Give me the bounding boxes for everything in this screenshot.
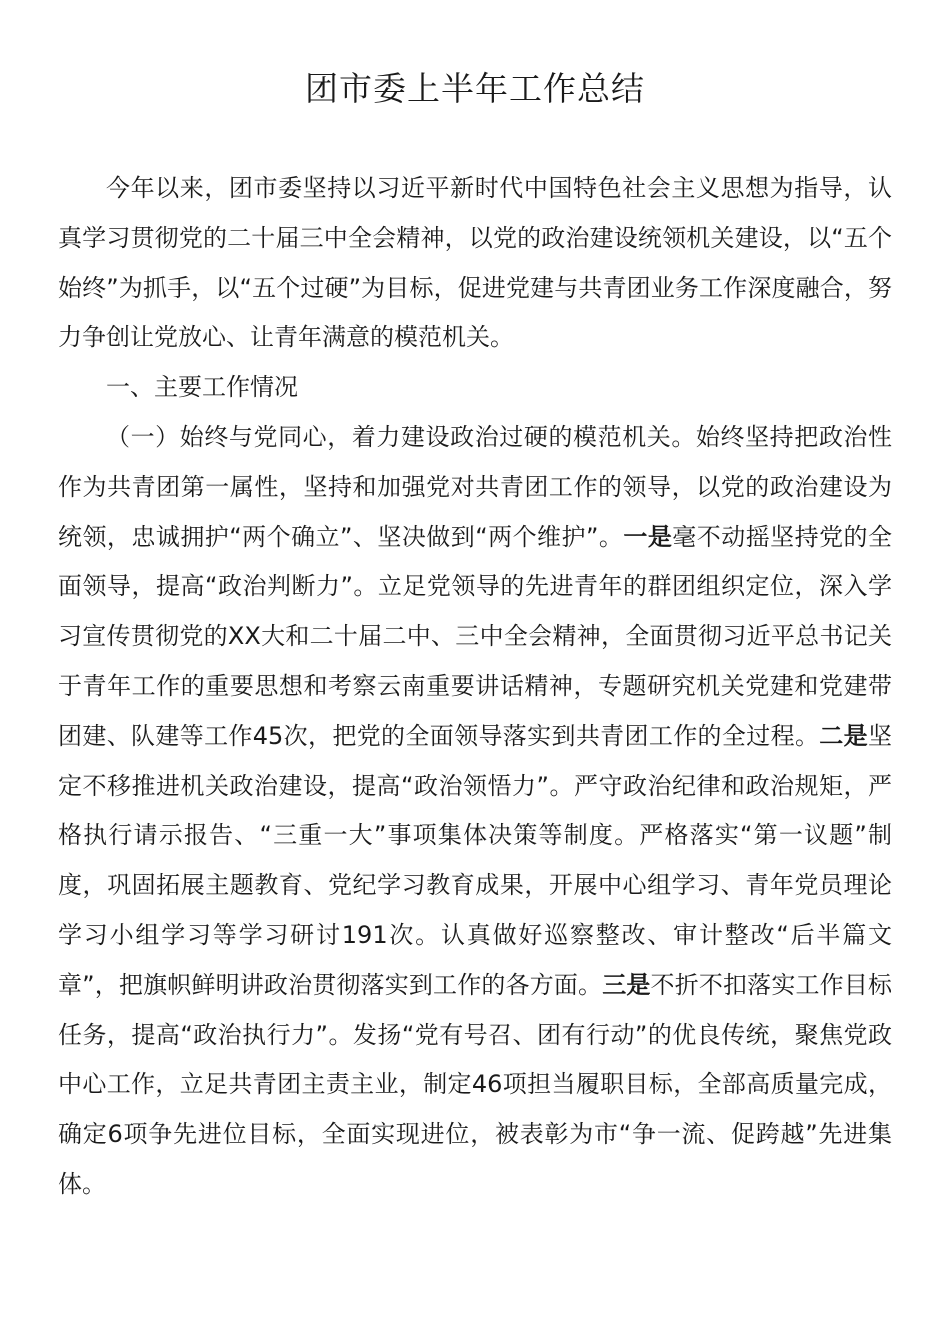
intro-paragraph: 今年以来，团市委坚持以习近平新时代中国特色社会主义思想为指导，认真学习贯彻党的二十届三中全会精神，以党的政治建设统领机关建设，以“五个始终”为抓手，以“五个过硬”为目标，促进党建与共青团业务工作深度融合，努力争创让党放心、让青年满意的模范机关。 xyxy=(58,174,892,352)
point-second-text: 坚定不移推进机关政治建设，提高“政治领悟力”。严守政治纪律和政治规矩，严格执行请示报告、“三重一大”事项集体决策等制度。严格落实“第一议题”制度，巩固拓展主题教育、党纪学习教育成果，开展中心组学习、青年党员理论学习小组学习等学习研讨191次。认真做好巡察整改、审计整改“后半篇文章”，把旗帜鲜明讲政治贯彻落实到工作的各方面。 xyxy=(58,721,892,999)
document-page xyxy=(58,66,892,1210)
keyword-first: 一是 xyxy=(623,522,673,551)
document-title: 团市委上半年工作总结 xyxy=(305,69,645,108)
keyword-third: 三是 xyxy=(602,970,651,999)
section-heading: 一、主要工作情况 xyxy=(106,373,298,402)
point-third-text: 不折不扣落实工作目标任务，提高“政治执行力”。发扬“党有号召、团有行动”的优良传统，聚焦党政中心工作，立足共青团主责主业，制定46项担当履职目标，全部高质量完成，确定6项争先进位目标，全面实现进位，被表彰为市“争一流、促跨越”先进集体。 xyxy=(58,970,893,1198)
keyword-second: 二是 xyxy=(819,721,868,750)
point-first-text: 毫不动摇坚持党的全面领导，提高“政治判断力”。立足党领导的先进青年的群团组织定位，深入学习宣传贯彻党的XX大和二十届二中、三中全会精神，全面贯彻习近平总书记关于青年工作的重要思想和考察云南重要讲话精神，专题研究机关党建和党建带团建、队建等工作45次，把党的全面领导落实到共青团工作的全过程。 xyxy=(58,522,893,750)
subsection-lead: （一）始终与党同心，着力建设政治过硬的模范机关。始终坚持把政治性作为共青团第一属性，坚持和加强党对共青团工作的领导，以党的政治建设为统领，忠诚拥护“两个确立”、坚决做到“两个维护”。 xyxy=(58,422,892,551)
subsection-paragraph xyxy=(58,413,892,1210)
